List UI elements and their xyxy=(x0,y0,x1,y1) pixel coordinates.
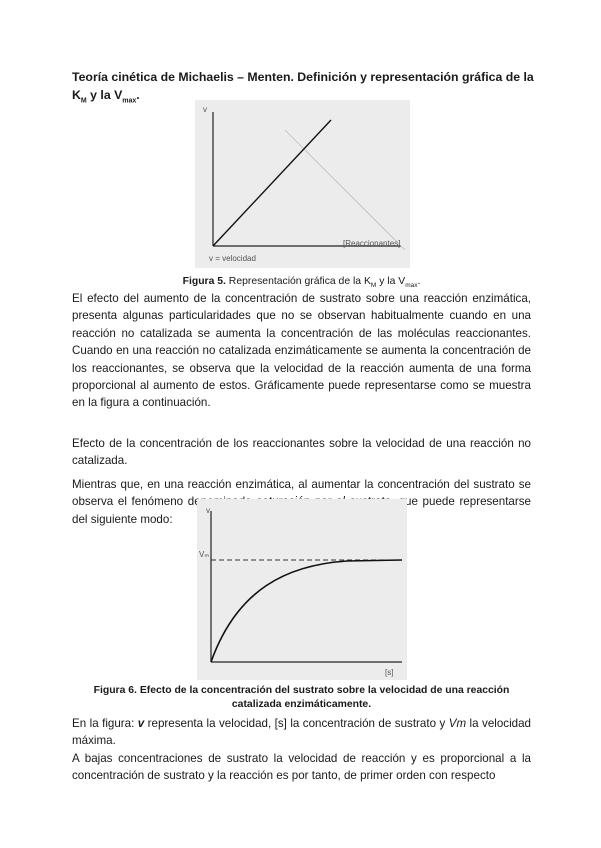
p4-vm: Vm xyxy=(448,717,467,730)
p3-after: , que puede representarse del siguiente modo: xyxy=(72,495,531,526)
fig5-x-label: [Reaccionantes] xyxy=(343,239,401,248)
heading-mid: y la V xyxy=(86,88,123,102)
figure-6-caption xyxy=(72,684,531,712)
fig6-x-label: [s] xyxy=(385,668,394,677)
fig5-caption-text: Representación gráfica de la K xyxy=(225,276,371,287)
paragraph-5: A bajas concentraciones de sustrato la velocidad de reacción y es proporcional a la concentración de sustrato y la reacción es por tanto, de primer orden con respecto xyxy=(72,752,531,783)
heading-line1: Teoría cinética de Michaelis – Menten. Definición y representación gráfica de la xyxy=(72,70,534,84)
p4-a: En la figura: xyxy=(72,717,138,730)
p4-b: representa la velocidad, [s] la concentración de sustrato y xyxy=(144,717,449,730)
fig5-caption-km-sub: M xyxy=(370,282,377,290)
heading-km: K xyxy=(72,88,81,102)
fig5-velocity-line xyxy=(213,120,331,246)
fig5-caption-end: . xyxy=(417,276,421,287)
paragraph-4 xyxy=(72,715,531,750)
paragraph-1: El efecto del aumento de la concentración de sustrato sobre una reacción enzimática, presenta algunas particularidades que no se observan habitualmente cuando en una reacción no catalizada se aumenta la concentración de las moléculas reaccionantes. Cuando en una reacción no catalizada enzimáticamente se aumenta la concentración de los reaccionantes, se observa que la velocidad de la reacción aumenta de una forma proporcional al aumento de estos. Gráficamente puede representarse como se muestra en la figura a continuación. xyxy=(72,292,531,410)
p4-v: v xyxy=(137,717,145,730)
fig6-vmax-label: Vₘ xyxy=(199,550,210,559)
figure-6-saturation-plot xyxy=(197,499,407,680)
heading-km-sub: M xyxy=(80,97,87,105)
heading-vmax-sub: max xyxy=(122,97,137,105)
paragraph-2: Efecto de la concentración de los reaccionantes sobre la velocidad de una reacción no catalizada. xyxy=(72,437,531,468)
fig6-caption-line2: catalizada enzimáticamente. xyxy=(231,699,372,710)
fig5-caption-label: Figura 5. xyxy=(182,276,226,287)
fig6-caption-line1: Figura 6. Efecto de la concentración del sustrato sobre la velocidad de una reacción xyxy=(93,685,510,696)
heading-end: . xyxy=(136,88,140,102)
fig5-legend: v = velocidad xyxy=(209,254,256,263)
p3-italic-term: saturación por el sustrato xyxy=(256,495,391,509)
p4-c: la velocidad máxima. xyxy=(72,717,532,748)
fig5-caption-vmax-sub: max xyxy=(405,282,418,290)
fig5-caption-mid: y la V xyxy=(376,276,406,287)
fig5-y-label: v xyxy=(203,105,207,114)
fig6-saturation-curve xyxy=(211,560,402,662)
p3-before: Mientras que, en una reacción enzimática, al aumentar la concentración del sustrato se observa el fenómeno denominado xyxy=(72,478,531,509)
fig6-y-label: v xyxy=(206,506,210,515)
fig5-faint-diagonal xyxy=(285,130,405,250)
figure-5-linear-plot xyxy=(195,100,410,268)
